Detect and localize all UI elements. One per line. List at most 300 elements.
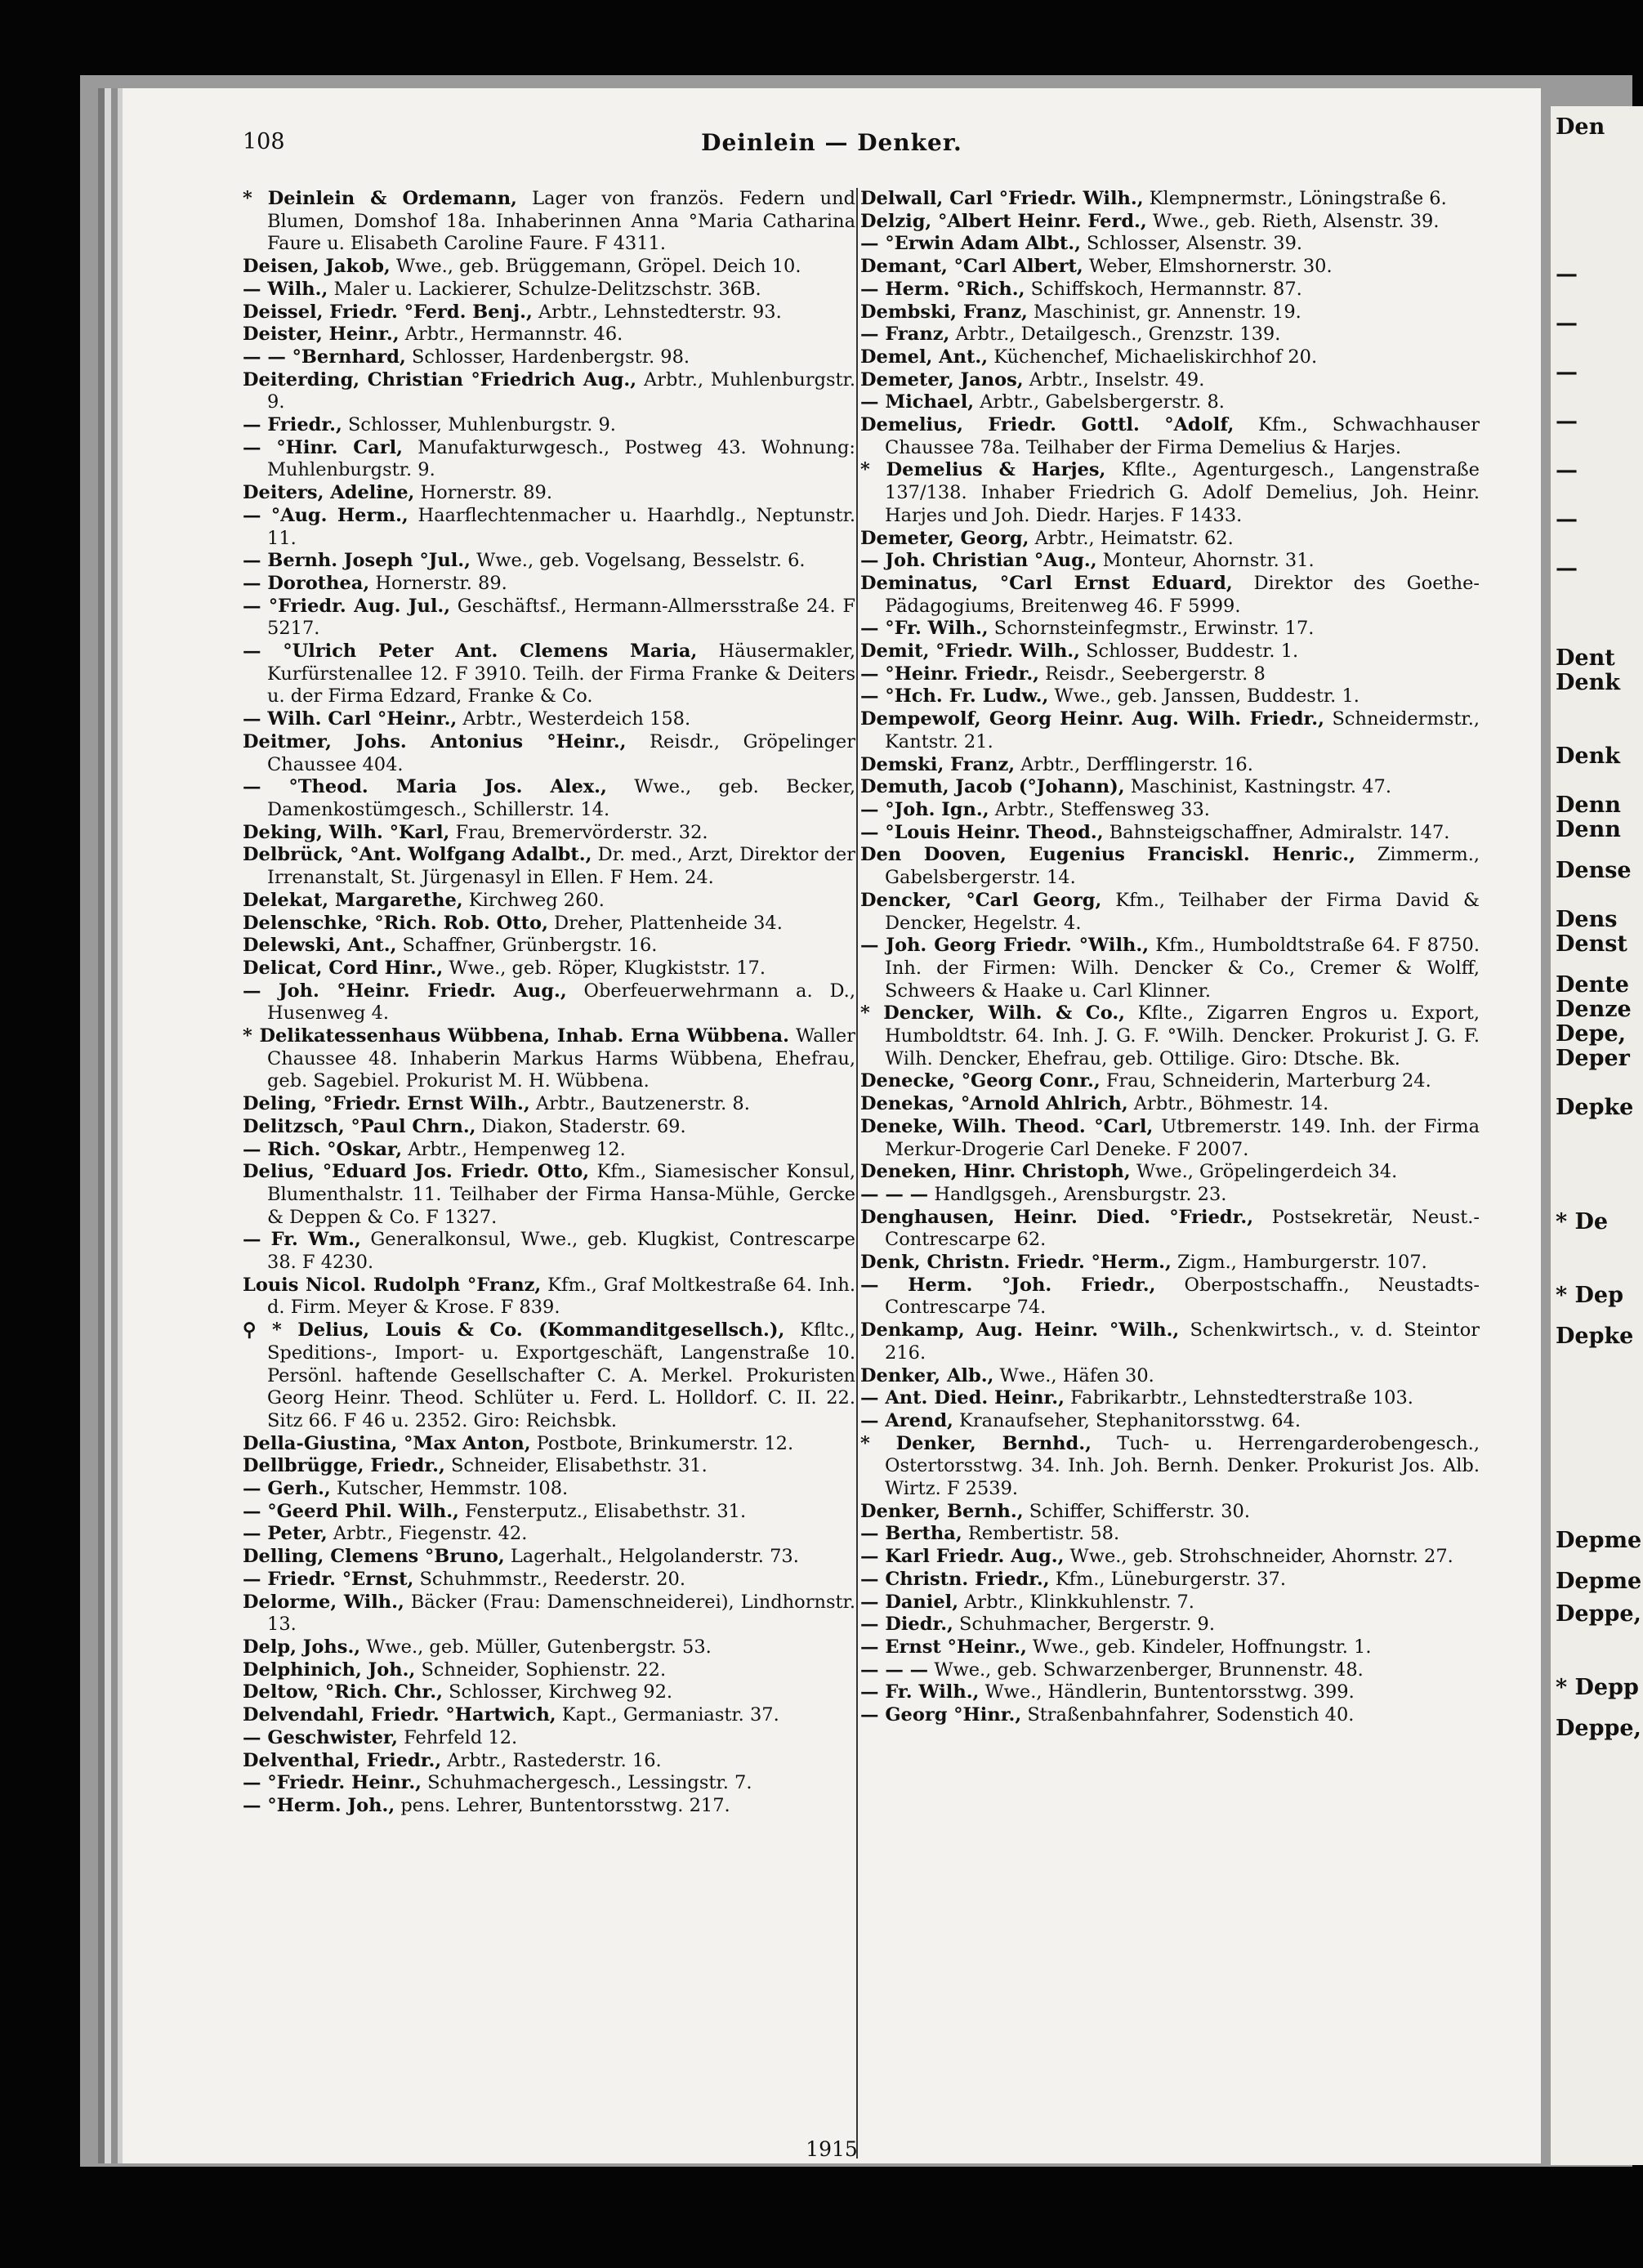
directory-entry bbox=[860, 1681, 1480, 1704]
directory-entry bbox=[860, 1070, 1480, 1093]
column-divider bbox=[856, 188, 858, 2159]
entry-name: — Michael, bbox=[860, 391, 975, 413]
entry-name: Deltow, °Rich. Chr., bbox=[243, 1681, 443, 1703]
next-page-fragment: — bbox=[1556, 507, 1578, 532]
entry-details: Oberpostschaffn., Neustadts-Contrescarpe 74. bbox=[885, 1274, 1480, 1319]
directory-entry bbox=[860, 844, 1480, 889]
entry-name: * Deinlein & Ordemann, bbox=[243, 188, 517, 209]
entry-details: Arbtr., Heimatstr. 62. bbox=[1029, 527, 1234, 549]
entry-details: Wwe., geb. Müller, Gutenbergstr. 53. bbox=[360, 1636, 712, 1658]
directory-entry bbox=[243, 1795, 855, 1818]
entry-name: Delventhal, Friedr., bbox=[243, 1749, 442, 1771]
entry-name: Delwall, Carl °Friedr. Wilh., bbox=[860, 188, 1144, 209]
page-number: 108 bbox=[243, 129, 285, 154]
directory-entry bbox=[243, 1772, 855, 1795]
entry-name: Deneken, Hinr. Christoph, bbox=[860, 1161, 1131, 1183]
directory-entry bbox=[243, 1704, 855, 1727]
entry-details: Geschäftsf., Hermann-Allmersstraße 24. F 5217. bbox=[267, 595, 855, 640]
next-page-fragment: Denk bbox=[1556, 743, 1620, 769]
entry-details: Postbote, Brinkumerstr. 12. bbox=[530, 1432, 794, 1454]
entry-name: — Herm. °Rich., bbox=[860, 278, 1025, 300]
entry-name: Delzig, °Albert Heinr. Ferd., bbox=[860, 210, 1147, 232]
entry-name: — °Friedr. Aug. Jul., bbox=[243, 595, 451, 617]
entry-details: Fensterputz., Elisabethstr. 31. bbox=[458, 1500, 747, 1522]
entry-name: — Herm. °Joh. Friedr., bbox=[860, 1274, 1156, 1296]
directory-entry bbox=[243, 369, 855, 414]
entry-name: — °Friedr. Heinr., bbox=[243, 1772, 422, 1794]
entry-details: Kfm., Siamesischer Konsul, Blumenthalstr. 11. Teilhaber der Firma Hansa-Mühle, Gercke & Deppen & Co. F 1327. bbox=[267, 1161, 855, 1228]
directory-entry bbox=[860, 256, 1480, 279]
directory-entry bbox=[860, 1523, 1480, 1546]
entry-details: Schlosser, Kirchweg 92. bbox=[442, 1681, 673, 1703]
entry-name: Demeter, Georg, bbox=[860, 527, 1029, 549]
entry-name: — Arend, bbox=[860, 1409, 953, 1431]
entry-details: Fehrfeld 12. bbox=[397, 1726, 518, 1748]
entry-name: Delicat, Cord Hinr., bbox=[243, 957, 444, 979]
entry-details: Kirchweg 260. bbox=[462, 889, 605, 911]
entry-name: — °Joh. Ign., bbox=[860, 798, 989, 820]
directory-entry bbox=[243, 482, 855, 505]
entry-details: Arbtr., Hempenweg 12. bbox=[402, 1138, 626, 1160]
entry-details: Kranaufseher, Stephanitorsstwg. 64. bbox=[953, 1409, 1301, 1431]
entry-details: Arbtr., Bautzenerstr. 8. bbox=[529, 1093, 750, 1115]
directory-entry bbox=[243, 1523, 855, 1546]
directory-entry bbox=[243, 573, 855, 596]
entry-name: Delling, Clemens °Bruno, bbox=[243, 1546, 505, 1568]
entry-details: Hornerstr. 89. bbox=[369, 572, 507, 594]
entry-name: — Fr. Wilh., bbox=[860, 1681, 980, 1703]
entry-name: — °Hch. Fr. Ludw., bbox=[860, 685, 1049, 708]
directory-entry bbox=[243, 980, 855, 1025]
directory-entry bbox=[860, 1275, 1480, 1319]
entry-details: Wwe., geb. Röper, Klugkiststr. 17. bbox=[443, 957, 766, 979]
entry-details: Bahnsteigschaffner, Admiralstr. 147. bbox=[1103, 821, 1450, 843]
entry-details: Fabrikarbtr., Lehnstedterstraße 103. bbox=[1064, 1387, 1413, 1409]
directory-entry bbox=[243, 256, 855, 279]
directory-entry bbox=[860, 1207, 1480, 1252]
directory-entry bbox=[860, 1592, 1480, 1614]
entry-name: — Franz, bbox=[860, 324, 950, 346]
directory-entry bbox=[860, 935, 1480, 1002]
entry-details: Lager von französ. Federn und Blumen, Domshof 18a. Inhaberinnen Anna °Maria Catharina Faure u. Elisabeth Caroline Faure. F 4311. bbox=[267, 188, 855, 255]
directory-entry bbox=[860, 279, 1480, 301]
entry-details: Frau, Schneiderin, Marterburg 24. bbox=[1100, 1070, 1431, 1092]
entry-name: — Gerh., bbox=[243, 1478, 331, 1500]
entry-details: Wwe., geb. Kindeler, Hoffnungstr. 1. bbox=[1026, 1636, 1372, 1658]
directory-entry bbox=[860, 776, 1480, 799]
entry-details: Schenkwirtsch., v. d. Steintor 216. bbox=[885, 1319, 1480, 1364]
directory-entry bbox=[860, 708, 1480, 753]
entry-name: — Wilh. Carl °Heinr., bbox=[243, 708, 458, 730]
directory-entry bbox=[860, 1659, 1480, 1682]
entry-details: Arbtr., Westerdeich 158. bbox=[457, 708, 691, 730]
entry-name: — Peter, bbox=[243, 1523, 328, 1545]
directory-entry bbox=[243, 935, 855, 958]
directory-entry bbox=[860, 528, 1480, 551]
entry-details: Wwe., geb. Rieth, Alsenstr. 39. bbox=[1146, 210, 1440, 232]
entry-details: Arbtr., Klinkkuhlenstr. 7. bbox=[958, 1591, 1194, 1613]
entry-details: Dreher, Plattenheide 34. bbox=[547, 912, 783, 934]
entry-name: — Friedr., bbox=[243, 414, 342, 436]
entry-details: Diakon, Staderstr. 69. bbox=[475, 1115, 686, 1137]
entry-details: Arbtr., Rastederstr. 16. bbox=[441, 1749, 662, 1771]
entry-name: Delorme, Wilh., bbox=[243, 1591, 404, 1613]
directory-entry bbox=[243, 596, 855, 641]
entry-name: — Daniel, bbox=[860, 1591, 959, 1613]
entry-details: Maler u. Lackierer, Schulze-Delitzschstr. 36B. bbox=[328, 278, 761, 300]
next-page-fragment: Depke bbox=[1556, 1324, 1634, 1349]
directory-entry bbox=[243, 1592, 855, 1636]
entry-details: Kflte., Zigarren Engros u. Export, Humboldtstr. 64. Inh. J. G. F. °Wilh. Dencker. Prokurist J. G. F. Wilh. Dencker, Ehefrau, geb. Ottilige. Giro: Dtsche. Bk. bbox=[885, 1002, 1480, 1069]
entry-name: * Dencker, Wilh. & Co., bbox=[860, 1002, 1125, 1025]
directory-entry bbox=[860, 754, 1480, 777]
next-page-fragment: Deppe, bbox=[1556, 1601, 1641, 1627]
printer-signature: 1915 bbox=[806, 2137, 858, 2161]
entry-details: Reisdr., Seebergerstr. 8 bbox=[1039, 663, 1266, 685]
directory-entry bbox=[860, 799, 1480, 822]
entry-name: — Ant. Died. Heinr., bbox=[860, 1387, 1065, 1409]
entry-details: Kfm., Humboldtstraße 64. F 8750. Inh. der Firmen: Wilh. Dencker & Co., Cremer & Wolff, Schweers & Haake u. Carl Klinner. bbox=[885, 935, 1480, 1002]
entry-name: * Demelius & Harjes, bbox=[860, 459, 1106, 481]
entry-name: — °Herm. Joh., bbox=[243, 1794, 395, 1816]
directory-entry bbox=[860, 301, 1480, 324]
directory-entry bbox=[860, 1546, 1480, 1569]
directory-entry bbox=[243, 1750, 855, 1773]
directory-entry bbox=[243, 822, 855, 845]
entry-name: Deister, Heinr., bbox=[243, 324, 400, 346]
left-column bbox=[243, 188, 855, 1818]
next-page-fragment: — bbox=[1556, 409, 1578, 434]
directory-entry bbox=[243, 1275, 855, 1319]
entry-details: Wwe., geb. Vogelsang, Besselstr. 6. bbox=[470, 550, 806, 572]
entry-details: Schuhmachergesch., Lessingstr. 7. bbox=[422, 1772, 752, 1794]
next-page-edge bbox=[1551, 106, 1643, 2165]
directory-entry bbox=[243, 279, 855, 301]
directory-entry bbox=[243, 414, 855, 437]
directory-entry bbox=[860, 550, 1480, 573]
entry-name: Della-Giustina, °Max Anton, bbox=[243, 1432, 531, 1454]
entry-details: Wwe., geb. Brüggemann, Gröpel. Deich 10. bbox=[390, 256, 801, 278]
directory-entry bbox=[860, 459, 1480, 527]
next-page-fragment: Depke bbox=[1556, 1095, 1634, 1120]
next-page-fragment: * Dep bbox=[1556, 1283, 1623, 1308]
entry-name: Dellbrügge, Friedr., bbox=[243, 1455, 445, 1477]
next-page-fragment: — bbox=[1556, 261, 1578, 287]
directory-entry bbox=[243, 1681, 855, 1704]
entry-details: Schuhmacher, Bergerstr. 9. bbox=[953, 1614, 1216, 1636]
entry-name: — — — bbox=[860, 1659, 929, 1681]
entry-details: Arbtr., Böhmestr. 14. bbox=[1127, 1093, 1329, 1115]
entry-name: — Joh. °Heinr. Friedr. Aug., bbox=[243, 980, 567, 1002]
next-page-fragment: * Depp bbox=[1556, 1675, 1639, 1700]
next-page-fragment: Deper bbox=[1556, 1046, 1630, 1071]
entry-details: Kfm., Graf Moltkestraße 64. Inh. d. Firm. Meyer & Krose. F 839. bbox=[267, 1274, 855, 1319]
entry-name: — °Erwin Adam Albt., bbox=[860, 233, 1081, 255]
entry-name: Deneke, Wilh. Theod. °Carl, bbox=[860, 1115, 1154, 1137]
directory-entry bbox=[860, 1184, 1480, 1207]
directory-entry bbox=[243, 550, 855, 573]
entry-name: Demski, Franz, bbox=[860, 753, 1016, 775]
entry-name: Delvendahl, Friedr. °Hartwich, bbox=[243, 1704, 556, 1726]
entry-details: Frau, Bremervörderstr. 32. bbox=[449, 821, 708, 843]
entry-name: Dembski, Franz, bbox=[860, 301, 1028, 323]
entry-name: — Georg °Hinr., bbox=[860, 1704, 1022, 1726]
entry-name: * Delikatessenhaus Wübbena, Inhab. Erna Wübbena. bbox=[243, 1025, 789, 1047]
directory-entry bbox=[860, 1365, 1480, 1388]
entry-details: Kutscher, Hemmstr. 108. bbox=[330, 1478, 569, 1500]
directory-entry bbox=[860, 1319, 1480, 1364]
directory-entry bbox=[860, 1002, 1480, 1070]
directory-entry bbox=[243, 1229, 855, 1274]
directory-entry bbox=[860, 890, 1480, 935]
next-page-fragment: — bbox=[1556, 359, 1578, 385]
directory-entry bbox=[243, 1025, 855, 1093]
entry-name: Demel, Ant., bbox=[860, 346, 989, 368]
directory-entry bbox=[860, 1093, 1480, 1116]
next-page-fragment: Denze bbox=[1556, 997, 1632, 1022]
directory-entry bbox=[860, 573, 1480, 618]
directory-entry bbox=[860, 1161, 1480, 1184]
next-page-fragment: Dente bbox=[1556, 972, 1629, 998]
entry-name: Deking, Wilh. °Karl, bbox=[243, 821, 450, 843]
entry-details: Schiffer, Schifferstr. 30. bbox=[1023, 1500, 1251, 1522]
entry-details: Maschinist, Kastningstr. 47. bbox=[1124, 776, 1391, 798]
entry-details: Weber, Elmshornerstr. 30. bbox=[1083, 256, 1333, 278]
entry-details: Wwe., geb. Becker, Damenkostümgesch., Schillerstr. 14. bbox=[267, 776, 855, 820]
entry-details: Rembertistr. 58. bbox=[962, 1523, 1120, 1545]
directory-entry bbox=[860, 346, 1480, 369]
entry-details: Schneidermstr., Kantstr. 21. bbox=[885, 708, 1480, 752]
entry-details: Kapt., Germaniastr. 37. bbox=[556, 1704, 779, 1726]
entry-details: Maschinist, gr. Annenstr. 19. bbox=[1027, 301, 1301, 323]
next-page-fragment: Depe, bbox=[1556, 1021, 1627, 1047]
entry-details: Arbtr., Inselstr. 49. bbox=[1023, 368, 1205, 391]
directory-entry bbox=[860, 414, 1480, 459]
directory-entry bbox=[243, 1501, 855, 1524]
entry-details: Kfm., Lüneburgerstr. 37. bbox=[1049, 1568, 1286, 1590]
directory-entry bbox=[243, 188, 855, 256]
entry-name: Deissel, Friedr. °Ferd. Benj., bbox=[243, 301, 533, 323]
directory-entry bbox=[860, 1252, 1480, 1275]
entry-details: Wwe., geb. Schwarzenberger, Brunnenstr. 48. bbox=[928, 1659, 1364, 1681]
entry-name: Denk, Christn. Friedr. °Herm., bbox=[860, 1252, 1172, 1274]
entry-name: — Joh. Georg Friedr. °Wilh., bbox=[860, 935, 1150, 957]
entry-details: Bäcker (Frau: Damenschneiderei), Lindhornstr. 13. bbox=[267, 1591, 855, 1636]
entry-details: Waller Chaussee 48. Inhaberin Markus Harms Wübbena, Ehefrau, geb. Sagebiel. Prokurist M. H. Wübbena. bbox=[267, 1025, 855, 1092]
entry-name: — °Ulrich Peter Ant. Clemens Maria, bbox=[243, 641, 698, 663]
directory-entry bbox=[243, 437, 855, 482]
entry-name: Delphinich, Joh., bbox=[243, 1659, 416, 1681]
entry-details: Haarflechtenmacher u. Haarhdlg., Neptunstr. 11. bbox=[267, 504, 856, 549]
directory-entry bbox=[243, 505, 855, 550]
entry-details: Arbtr., Derfflingerstr. 16. bbox=[1015, 753, 1253, 775]
entry-name: Demit, °Friedr. Wilh., bbox=[860, 641, 1080, 663]
entry-name: Deminatus, °Carl Ernst Eduard, bbox=[860, 572, 1233, 594]
entry-details: Häusermakler, Kurfürstenallee 12. F 3910. Teilh. der Firma Franke & Deiters u. der Firma Edzard, Franke & Co. bbox=[267, 641, 855, 708]
entry-name: — Friedr. °Ernst, bbox=[243, 1568, 414, 1590]
directory-entry bbox=[860, 641, 1480, 663]
entry-details: Oberfeuerwehrmann a. D., Husenweg 4. bbox=[267, 980, 855, 1025]
entry-name: — °Heinr. Friedr., bbox=[860, 663, 1040, 685]
directory-entry bbox=[860, 391, 1480, 414]
entry-name: Dempewolf, Georg Heinr. Aug. Wilh. Friedr., bbox=[860, 708, 1324, 730]
next-page-fragment: Denk bbox=[1556, 670, 1620, 695]
entry-details: Schneider, Sophienstr. 22. bbox=[415, 1659, 667, 1681]
directory-entry bbox=[243, 776, 855, 821]
directory-entry bbox=[860, 1433, 1480, 1501]
entry-details: Schlosser, Alsenstr. 39. bbox=[1080, 233, 1303, 255]
directory-entry bbox=[243, 1139, 855, 1162]
directory-entry bbox=[243, 1659, 855, 1682]
entry-details: Wwe., geb. Strohschneider, Ahornstr. 27. bbox=[1064, 1546, 1453, 1568]
directory-entry bbox=[860, 1704, 1480, 1727]
directory-entry bbox=[243, 1727, 855, 1750]
page-header bbox=[123, 129, 1541, 162]
entry-details: Wwe., Häfen 30. bbox=[993, 1364, 1154, 1386]
directory-entry bbox=[860, 1410, 1480, 1433]
entry-details: Dr. med., Arzt, Direktor der Irrenanstalt, St. Jürgenasyl in Ellen. F Hem. 24. bbox=[267, 844, 855, 889]
entry-details: Arbtr., Hermannstr. 46. bbox=[399, 324, 623, 346]
directory-entry bbox=[243, 1093, 855, 1116]
directory-entry bbox=[860, 1636, 1480, 1659]
entry-name: — Joh. Christian °Aug., bbox=[860, 550, 1097, 572]
entry-name: Denker, Bernh., bbox=[860, 1500, 1024, 1522]
next-page-fragment: Denn bbox=[1556, 792, 1621, 818]
directory-entry bbox=[860, 1501, 1480, 1524]
directory-entry bbox=[243, 708, 855, 731]
entry-name: Delius, °Eduard Jos. Friedr. Otto, bbox=[243, 1161, 590, 1183]
directory-entry bbox=[860, 324, 1480, 346]
entry-details: Schneider, Elisabethstr. 31. bbox=[444, 1455, 708, 1477]
directory-entry bbox=[243, 1161, 855, 1229]
entry-name: Denker, Alb., bbox=[860, 1364, 994, 1386]
entry-name: — Wilh., bbox=[243, 278, 328, 300]
directory-entry bbox=[243, 641, 855, 708]
entry-name: Deiterding, Christian °Friedrich Aug., bbox=[243, 368, 637, 391]
entry-name: — °Hinr. Carl, bbox=[243, 436, 403, 458]
directory-entry bbox=[860, 685, 1480, 708]
entry-name: — Rich. °Oskar, bbox=[243, 1138, 403, 1160]
entry-details: Utbremerstr. 149. Inh. der Firma Merkur-Drogerie Carl Deneke. F 2007. bbox=[885, 1115, 1480, 1160]
next-page-fragment: Denst bbox=[1556, 931, 1627, 957]
next-page-fragment: * De bbox=[1556, 1209, 1609, 1234]
entry-name: — Bertha, bbox=[860, 1523, 962, 1545]
entry-name: — Geschwister, bbox=[243, 1726, 398, 1748]
directory-entry bbox=[243, 1433, 855, 1456]
entry-name: — Diedr., bbox=[860, 1614, 953, 1636]
next-page-fragment: Den bbox=[1556, 114, 1605, 140]
entry-name: Delbrück, °Ant. Wolfgang Adalbt., bbox=[243, 844, 592, 866]
entry-details: Arbtr., Gabelsbergerstr. 8. bbox=[974, 391, 1225, 413]
directory-entry bbox=[243, 890, 855, 913]
entry-name: ⚲ * Delius, Louis & Co. (Kommanditgesellsch.), bbox=[243, 1319, 785, 1342]
entry-name: * Denker, Bernhd., bbox=[860, 1432, 1092, 1454]
entry-details: Direktor des Goethe-Pädagogiums, Breitenweg 46. F 5999. bbox=[885, 572, 1480, 617]
next-page-fragment: Depme bbox=[1556, 1528, 1642, 1553]
entry-details: Reisdr., Gröpelinger Chaussee 404. bbox=[267, 730, 855, 775]
entry-details: Wwe., Händlerin, Buntentorsstwg. 399. bbox=[979, 1681, 1355, 1703]
entry-name: Denekas, °Arnold Ahlrich, bbox=[860, 1093, 1128, 1115]
directory-entry bbox=[243, 1116, 855, 1139]
entry-details: Schlosser, Hardenbergstr. 98. bbox=[405, 346, 690, 368]
entry-details: Schlosser, Muhlenburgstr. 9. bbox=[342, 414, 616, 436]
entry-name: — Dorothea, bbox=[243, 572, 370, 594]
entry-details: Zigm., Hamburgerstr. 107. bbox=[1171, 1252, 1427, 1274]
directory-entry bbox=[243, 958, 855, 980]
entry-name: Deitmer, Johs. Antonius °Heinr., bbox=[243, 730, 627, 752]
entry-name: Delp, Johs., bbox=[243, 1636, 361, 1658]
entry-name: Denecke, °Georg Conr., bbox=[860, 1070, 1101, 1092]
directory-entry bbox=[860, 188, 1480, 211]
entry-name: Demuth, Jacob (°Johann), bbox=[860, 776, 1125, 798]
directory-page bbox=[123, 88, 1541, 2163]
entry-details: Arbtr., Steffensweg 33. bbox=[989, 798, 1210, 820]
directory-entry bbox=[243, 324, 855, 346]
entry-details: Arbtr., Lehnstedterstr. 93. bbox=[532, 301, 782, 323]
entry-name: Delitzsch, °Paul Chrn., bbox=[243, 1115, 476, 1137]
entry-details: Wwe., Gröpelingerdeich 34. bbox=[1130, 1161, 1398, 1183]
entry-name: Delekat, Margarethe, bbox=[243, 889, 463, 911]
entry-name: — °Theod. Maria Jos. Alex., bbox=[243, 776, 607, 798]
next-page-fragment: Dens bbox=[1556, 907, 1618, 932]
next-page-fragment: — bbox=[1556, 458, 1578, 483]
running-title: Deinlein — Denker. bbox=[701, 129, 962, 156]
entry-details: Schlosser, Buddestr. 1. bbox=[1079, 641, 1299, 663]
entry-details: Kflte., Agenturgesch., Langenstraße 137/138. Inhaber Friedrich G. Adolf Demelius, Joh. Heinr. Harjes und Joh. Diedr. Harjes. F 1433. bbox=[885, 459, 1480, 526]
entry-details: Kfm., Schwachhauser Chaussee 78a. Teilhaber der Firma Demelius & Harjes. bbox=[885, 414, 1480, 458]
entry-details: Handlgsgeh., Arensburgstr. 23. bbox=[928, 1183, 1227, 1205]
entry-details: Schiffskoch, Hermannstr. 87. bbox=[1025, 278, 1302, 300]
directory-entry bbox=[243, 301, 855, 324]
entry-name: Deiters, Adeline, bbox=[243, 482, 415, 504]
entry-details: Arbtr., Detailgesch., Grenzstr. 139. bbox=[949, 324, 1281, 346]
directory-entry bbox=[860, 1387, 1480, 1410]
entry-name: — °Louis Heinr. Theod., bbox=[860, 821, 1104, 843]
right-column bbox=[860, 188, 1480, 1727]
entry-name: — °Geerd Phil. Wilh., bbox=[243, 1500, 459, 1522]
entry-details: Wwe., geb. Janssen, Buddestr. 1. bbox=[1048, 685, 1359, 708]
entry-name: — — °Bernhard, bbox=[243, 346, 406, 368]
entry-name: Denkamp, Aug. Heinr. °Wilh., bbox=[860, 1319, 1180, 1342]
directory-entry bbox=[243, 913, 855, 935]
directory-entry bbox=[243, 1636, 855, 1659]
entry-name: — Christn. Friedr., bbox=[860, 1568, 1050, 1590]
directory-entry bbox=[860, 1116, 1480, 1161]
entry-name: — °Fr. Wilh., bbox=[860, 618, 989, 640]
entry-name: Louis Nicol. Rudolph °Franz, bbox=[243, 1274, 542, 1296]
entry-details: pens. Lehrer, Buntentorsstwg. 217. bbox=[395, 1794, 730, 1816]
entry-name: Delenschke, °Rich. Rob. Otto, bbox=[243, 912, 548, 934]
next-page-fragment: — bbox=[1556, 556, 1578, 581]
entry-name: — Karl Friedr. Aug., bbox=[860, 1546, 1065, 1568]
entry-name: — Fr. Wm., bbox=[243, 1229, 361, 1251]
entry-name: Den Dooven, Eugenius Franciskl. Henric., bbox=[860, 844, 1355, 866]
entry-details: Straßenbahnfahrer, Sodenstich 40. bbox=[1021, 1704, 1355, 1726]
directory-entry bbox=[860, 233, 1480, 256]
next-page-fragment: Dense bbox=[1556, 858, 1632, 883]
entry-name: Deisen, Jakob, bbox=[243, 256, 391, 278]
next-page-fragment: Dent bbox=[1556, 645, 1615, 671]
entry-details: Schuhmmstr., Reederstr. 20. bbox=[413, 1568, 685, 1590]
directory-entry bbox=[860, 369, 1480, 392]
directory-entry bbox=[243, 1455, 855, 1478]
next-page-fragment: Denn bbox=[1556, 817, 1621, 842]
entry-name: Demelius, Friedr. Gottl. °Adolf, bbox=[860, 414, 1234, 436]
next-page-fragment: Depme bbox=[1556, 1569, 1642, 1594]
directory-entry bbox=[243, 1478, 855, 1501]
entry-name: Demeter, Janos, bbox=[860, 368, 1024, 391]
entry-name: Demant, °Carl Albert, bbox=[860, 256, 1083, 278]
